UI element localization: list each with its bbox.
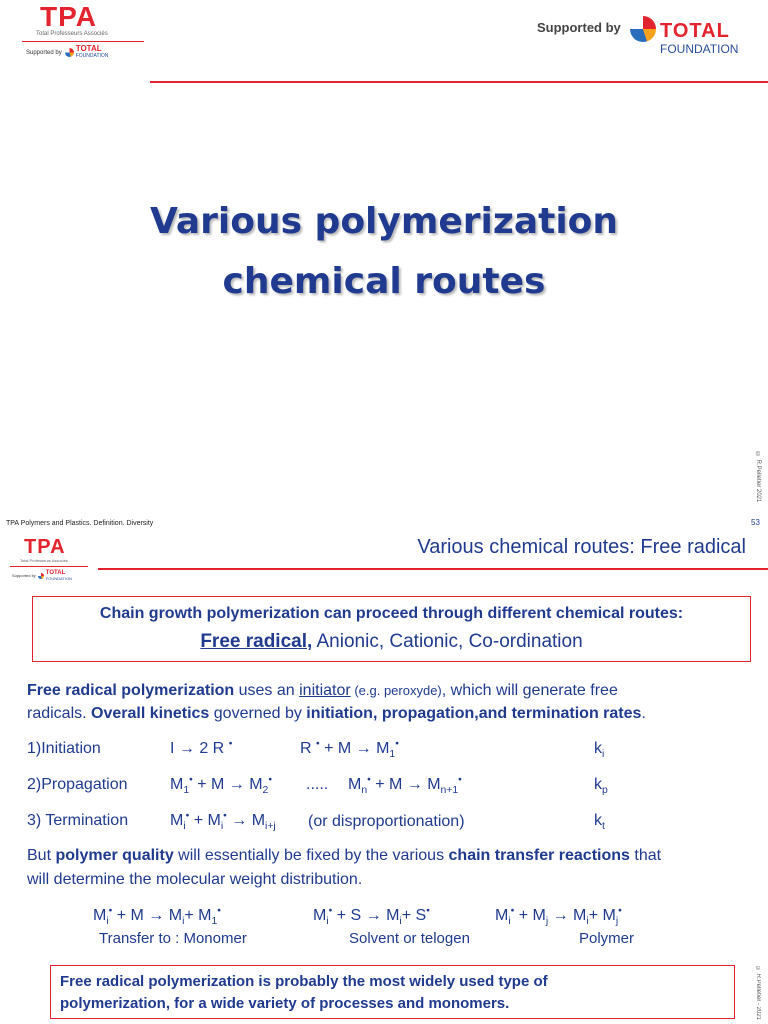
title-line-1: Various polymerization xyxy=(149,201,619,242)
other-routes: Anionic, Cationic, Co-ordination xyxy=(312,631,583,652)
text-essentially-fixed: will essentially be fixed by the various xyxy=(173,847,449,864)
transfer-label-solvent: Solvent or telogen xyxy=(349,930,470,947)
supported-by-text: Supported by xyxy=(26,49,62,56)
k-subscript-t: t xyxy=(602,821,605,833)
slide-heading: Various chemical routes: Free radical xyxy=(417,536,746,558)
transfer-label-polymer: Polymer xyxy=(579,930,635,947)
text-but: But xyxy=(27,847,56,864)
transfer-polymer-eq: $M_i^• + M_j \to M_i+ M_j^•$ xyxy=(495,905,622,928)
slide-title xyxy=(0,192,768,312)
k-subscript-p: p xyxy=(602,785,608,797)
k-subscript-i: i xyxy=(602,749,605,761)
text-radicals: radicals. xyxy=(27,705,92,722)
tpa-logo-subtitle: Total Professeurs Associés xyxy=(36,31,108,37)
supported-by-label: Supported by xyxy=(537,20,621,35)
propagation-eq1: $M_1^• + M \to M_2^•$ xyxy=(170,774,272,797)
tpa-logo-supported xyxy=(22,46,146,59)
tpa-logo-supported xyxy=(10,570,90,581)
tpa-logo-rule xyxy=(10,566,88,567)
k-symbol: k xyxy=(594,812,602,829)
tpa-logo-letters: TPA xyxy=(40,1,97,32)
total-logo-icon xyxy=(38,573,44,579)
text-peroxyde-example: (e.g. peroxyde) xyxy=(350,683,442,698)
text-generate-free: , which will generate free xyxy=(441,682,618,699)
rate-constant-kt xyxy=(594,809,605,832)
text-uses-an: uses an xyxy=(234,682,300,699)
copyright-vertical: © R.Pelletier - 2021 xyxy=(755,966,761,1021)
chain-growth-box xyxy=(32,596,751,662)
header-red-line xyxy=(98,568,768,570)
foundation-wordmark: FOUNDATION xyxy=(660,42,739,56)
transfer-label-monomer: Transfer to : Monomer xyxy=(99,930,247,947)
termination-label: 3) Termination xyxy=(27,812,129,829)
chain-growth-text: Chain growth polymerization can proceed through different chemical routes: xyxy=(99,605,684,622)
total-logo-icon xyxy=(630,16,656,42)
intro-paragraph-line2 xyxy=(27,702,646,725)
tpa-logo-letters: TPA xyxy=(24,536,66,558)
termination-eq: $M_i^• + M_i^• \to M_{i+j}$ xyxy=(170,810,276,833)
free-radical-route: Free radical xyxy=(200,631,307,652)
conclusion-line2: polymerization, for a wide variety of processes and monomers. xyxy=(60,995,510,1012)
conclusion-line1: Free radical polymerization is probably the most widely used type of xyxy=(60,973,548,990)
routes-line xyxy=(33,631,750,653)
term-rates: initiation, propagation,and termination rates xyxy=(306,705,642,722)
initiation-eq2: R $^• + M \to M_1^•$ xyxy=(300,738,399,761)
route-comma: , xyxy=(307,631,313,652)
copyright-vertical: © R.Pelletier 2021 xyxy=(755,452,761,503)
k-symbol: k xyxy=(594,740,602,757)
initiation-label: 1)Initiation xyxy=(27,740,101,757)
total-logo-icon xyxy=(65,48,74,57)
transfer-monomer-eq: $M_i^• + M \to M_i+ M_1^•$ xyxy=(93,905,221,928)
header-red-line xyxy=(150,81,768,83)
k-symbol: k xyxy=(594,776,602,793)
propagation-ellipsis: ..... xyxy=(306,776,329,793)
tpa-logo-subtitle: Total Professeurs Associés xyxy=(20,558,68,563)
text-period: . xyxy=(641,705,646,722)
title-line-2: chemical routes xyxy=(222,261,546,302)
slide-free-radical xyxy=(0,530,768,1024)
propagation-eq2: $M_n^• + M \to M_{n+1}^•$ xyxy=(348,774,462,797)
total-word: TOTAL xyxy=(45,570,66,576)
conclusion-box xyxy=(50,965,735,1019)
intro-paragraph-line1 xyxy=(27,679,618,702)
term-initiator: initiator xyxy=(299,682,351,699)
page-number: 53 xyxy=(751,518,760,527)
footer-text: TPA Polymers and Plastics. Definition. Diversity xyxy=(6,520,154,527)
term-free-radical-polymerization: Free radical polymerization xyxy=(27,682,235,699)
initiation-eq1: I → 2 R • xyxy=(170,738,233,757)
foundation-word: FOUNDATION xyxy=(45,576,72,581)
tpa-logo-rule xyxy=(22,41,144,42)
term-chain-transfer: chain transfer reactions xyxy=(448,847,630,864)
transfer-solvent-eq: $M_i^• + S \to M_i+ S^•$ xyxy=(313,905,430,928)
tpa-logo xyxy=(22,2,146,72)
text-governed-by: governed by xyxy=(209,705,307,722)
term-overall-kinetics: Overall kinetics xyxy=(91,705,210,722)
foundation-word: FOUNDATION xyxy=(75,53,109,59)
tpa-logo xyxy=(10,536,90,586)
supported-by-text: Supported by xyxy=(12,573,36,578)
disproportionation-note: (or disproportionation) xyxy=(308,813,465,830)
quality-paragraph-line2: will determine the molecular weight distribution. xyxy=(27,871,363,888)
term-polymer-quality: polymer quality xyxy=(55,847,174,864)
total-wordmark: TOTAL xyxy=(660,20,730,42)
supported-by-total-header xyxy=(537,14,762,62)
quality-paragraph-line1 xyxy=(27,844,661,867)
propagation-label: 2)Propagation xyxy=(27,776,128,793)
total-word: TOTAL xyxy=(75,44,102,53)
text-that: that xyxy=(629,847,662,864)
rate-constant-ki xyxy=(594,737,604,760)
rate-constant-kp xyxy=(594,773,608,796)
